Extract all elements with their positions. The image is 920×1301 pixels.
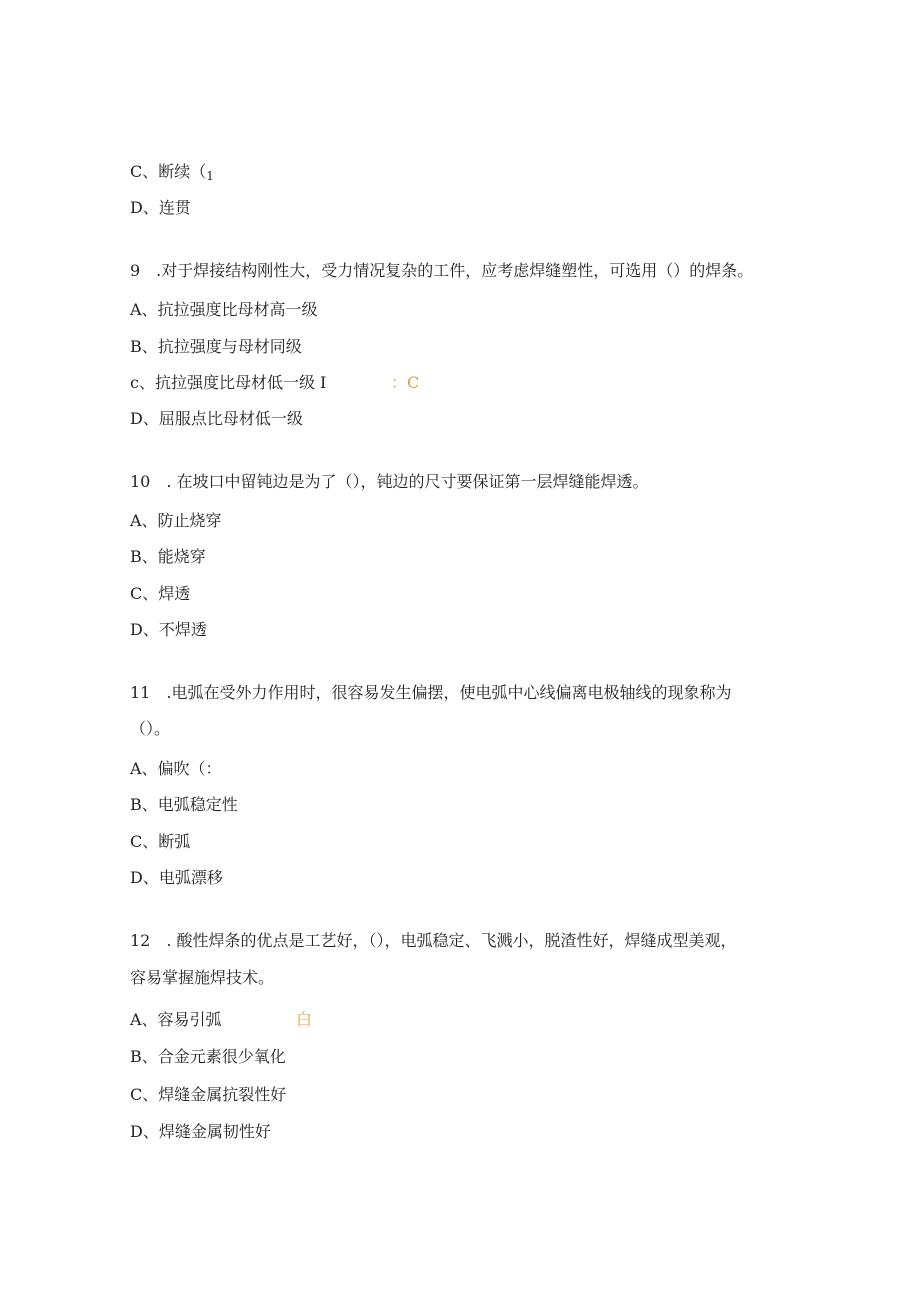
q10-option-d: D、不焊透 <box>130 620 207 639</box>
q11-stem-line1: 11 .电弧在受外力作用时，很容易发生偏摆，使电弧中心线偏离电极轴线的现象称为 <box>130 683 732 702</box>
q11-option-d: D、电弧漂移 <box>130 868 223 887</box>
q11-stem-line2: （）。 <box>130 719 171 738</box>
q11-option-c: C、断弧 <box>130 832 191 851</box>
q12-stem-line1: 12 . 酸性焊条的优点是工艺好，（），电弧稳定、飞溅小，脱渣性好，焊缝成型美观， <box>130 931 737 950</box>
q12-stem-line2: 容易掌握施焊技术。 <box>130 968 275 987</box>
q8-option-d: D、连贯 <box>130 198 191 217</box>
q12-answer-mark: 白 <box>296 1010 313 1029</box>
q9-option-d: D、屈服点比母材低一级 <box>130 409 303 428</box>
q8-option-c-mark: 1 <box>206 169 214 183</box>
q10-stem: 10 . 在坡口中留钝边是为了（），钝边的尺寸要保证第一层焊缝能焊透。 <box>130 472 649 491</box>
q9-option-a: A、抗拉强度比母材高一级 <box>130 300 318 319</box>
q8-option-c-text: C、断续（ <box>130 162 207 181</box>
q9-option-b: B、抗拉强度与母材同级 <box>130 337 302 356</box>
q12-option-c: C、焊缝金属抗裂性好 <box>130 1085 287 1104</box>
q12-option-b: B、合金元素很少氧化 <box>130 1047 286 1066</box>
q10-option-c: C、焊透 <box>130 584 191 603</box>
q12-option-a: A、容易引弧 <box>130 1010 222 1029</box>
q9-answer-mark: ：C <box>391 373 420 392</box>
q8-option-c <box>130 162 214 182</box>
q10-option-a: A、防止烧穿 <box>130 511 222 530</box>
q10-option-b: B、能烧穿 <box>130 547 206 566</box>
q11-option-a: A、偏吹（： <box>130 759 222 778</box>
q9-stem: 9 .对于焊接结构刚性大，受力情况复杂的工件，应考虑焊缝塑性，可选用（）的焊条。 <box>130 261 754 280</box>
q12-option-d: D、焊缝金属韧性好 <box>130 1122 271 1141</box>
q11-option-b: B、电弧稳定性 <box>130 795 238 814</box>
q9-option-c: c、抗拉强度比母材低一级 I <box>130 373 327 392</box>
